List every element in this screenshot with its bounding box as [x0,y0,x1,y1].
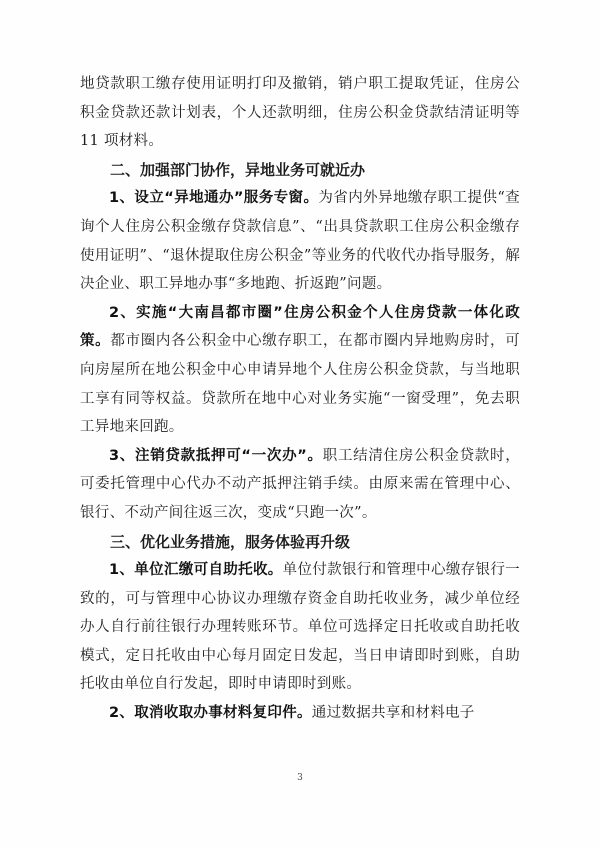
paragraph-5 [80,699,520,728]
paragraph-4 [80,556,520,699]
document-body [80,70,520,728]
page-number: 3 [297,773,303,783]
paragraph-continued: 地贷款职工缴存使用证明打印及撤销，销户职工提取凭证，住房公积金贷款还款计划表，个人还款明细，住房公积金贷款结清证明等 11 项材料。 [80,76,520,150]
paragraph-5-body: 通过数据共享和材料电子 [311,705,475,722]
paragraph-2-body: 都市圈内各公积金中心缴存职工，在都市圈内异地购房时，可向房屋所在地公积金中心申请异地个人住房公积金贷款，与当地职工享有同等权益。贷款所在地中心对业务实施“一窗受理”，免去职工异地来回跑。 [80,333,520,436]
paragraph-4-lead: 1、单位汇缴可自助托收。 [109,562,283,579]
paragraph-1-lead: 1、设立“异地通办”服务专窗。 [109,190,319,207]
paragraph-1-body: 为省内外异地缴存职工提供“查询个人住房公积金缴存贷款信息”、“出具贷款职工住房公积金缴存使用证明”、“退休提取住房公积金”等业务的代收代办指导服务，解决企业、职工异地办事“多地跑、折返跑”问题。 [80,190,520,293]
paragraph-2 [80,299,520,442]
paragraph-3-body: 职工结清住房公积金贷款时，可委托管理中心代办不动产抵押注销手续。由原来需在管理中心、银行、不动产间往返三次，变成“只跑一次”。 [80,447,520,521]
paragraph-2-lead: 2、实施“大南昌都市圈”住房公积金个人住房贷款一体化政策。 [80,304,520,350]
paragraph-4-body: 单位付款银行和管理中心缴存银行一致的，可与管理中心协议办理缴存资金自助托收业务，减少单位经办人自行前往银行办理转账环节。单位可选择定日托收或自助托收模式，定日托收由中心每月固定日发起，当日申请即时到账，自助托收由单位自行发起，即时申请即时到账。 [80,562,520,693]
section-heading-2: 二、加强部门协作，异地业务可就近办 [110,160,366,179]
paragraph-1 [80,184,520,298]
section-heading-3: 三、优化业务措施，服务体验再升级 [110,532,351,551]
paragraph-5-lead: 2、取消收取办事材料复印件。 [109,705,312,722]
paragraph-3-lead: 3、注销贷款抵押可“一次办”。 [109,447,323,464]
paragraph-3 [80,442,520,528]
